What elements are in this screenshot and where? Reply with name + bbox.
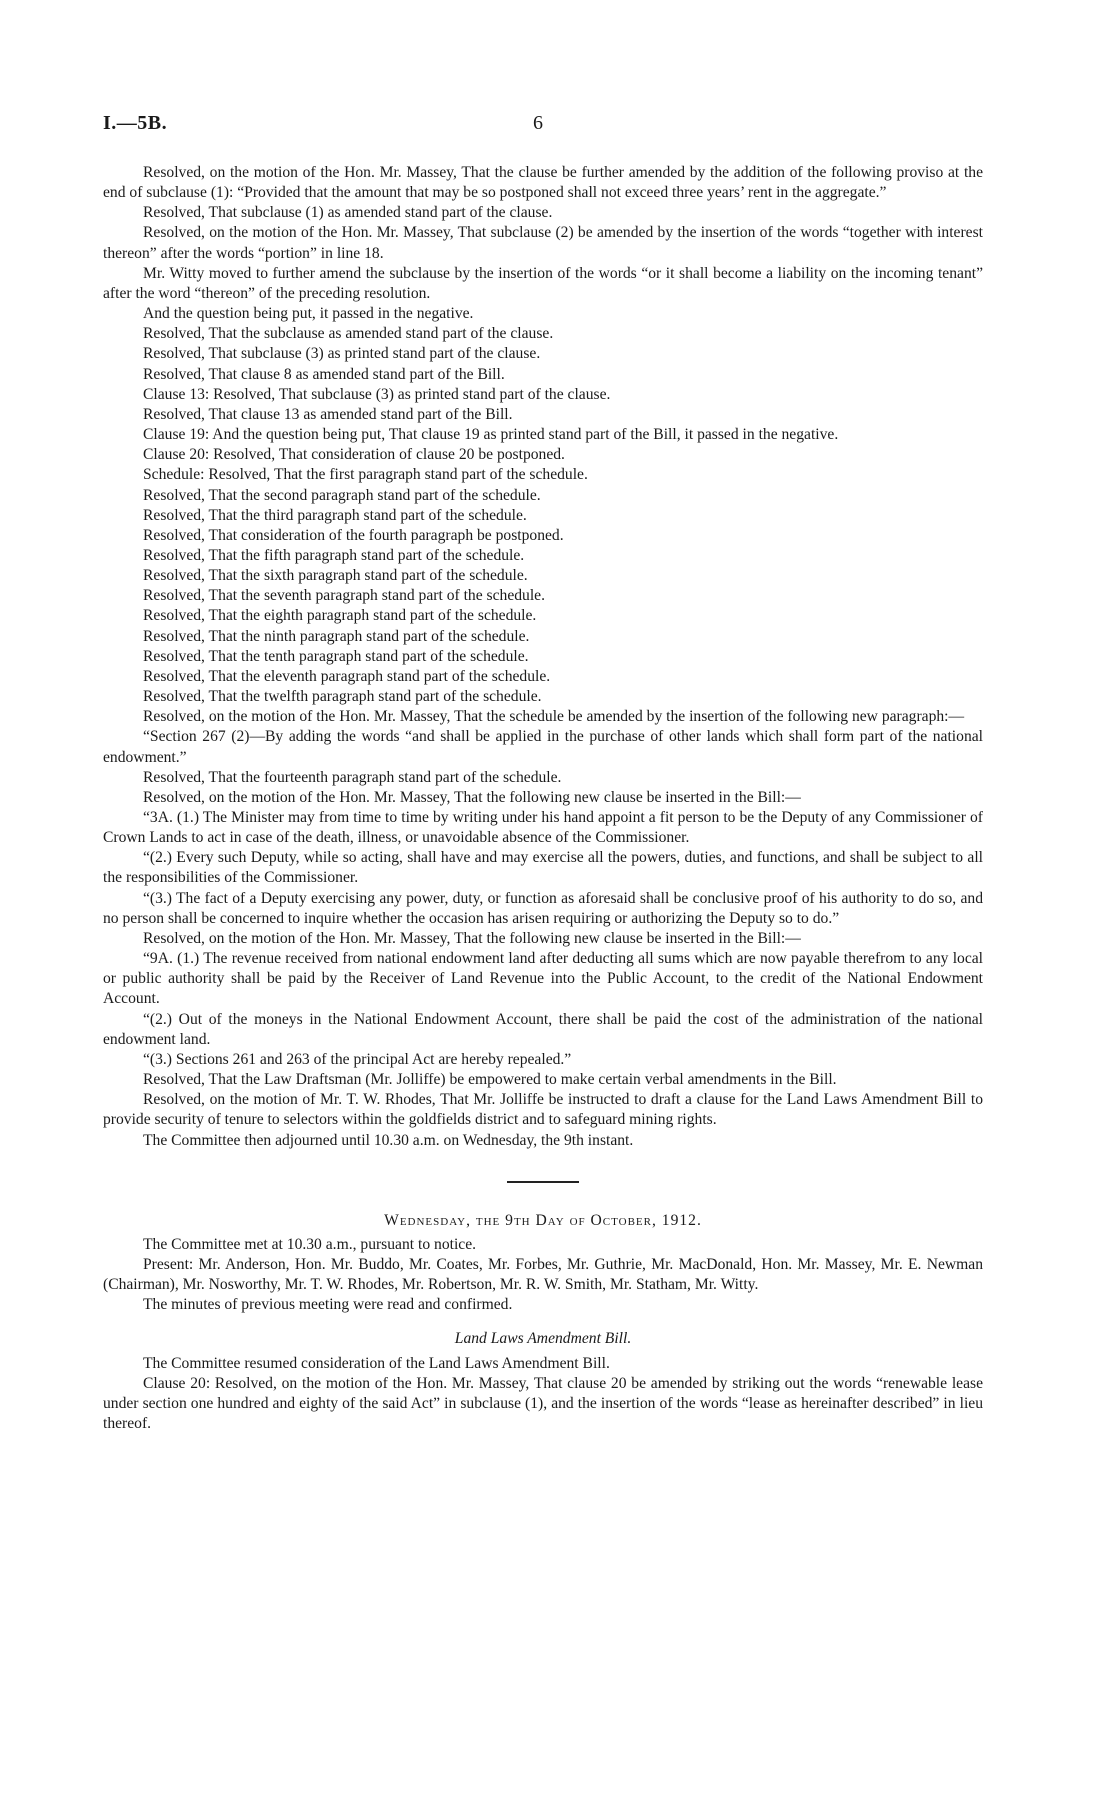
- paragraph: Resolved, That clause 8 as amended stand part of the Bill.: [143, 365, 505, 383]
- section-date-heading: Wednesday, the 9th Day of October, 1912.: [384, 1211, 702, 1229]
- paragraph: Resolved, That the second paragraph stand part of the schedule.: [143, 486, 541, 504]
- paragraph: Resolved, That the fourteenth paragraph stand part of the schedule.: [143, 768, 562, 786]
- page-number: 6: [533, 112, 543, 134]
- paragraph: The minutes of previous meeting were read and confirmed.: [143, 1296, 513, 1314]
- paragraph: “Section 267 (2)—By adding the words “and shall be applied in the purchase of other lands which shall form part of the national endowment.”: [103, 728, 983, 766]
- paragraph: Resolved, on the motion of the Hon. Mr. Massey, That subclause (2) be amended by the insertion of the words “together with interest thereon” after the words “portion” in line 18.: [103, 224, 983, 262]
- paragraph: Resolved, That the twelfth paragraph stand part of the schedule.: [143, 688, 542, 706]
- paragraph: Mr. Witty moved to further amend the subclause by the insertion of the words “or it shall become a liability on the incoming tenant” after the word “thereon” of the preceding resolution.: [103, 264, 983, 302]
- document-body: [103, 163, 983, 1434]
- paragraph: Clause 20: Resolved, That consideration of clause 20 be postponed.: [143, 446, 565, 464]
- paragraph: “9A. (1.) The revenue received from national endowment land after deducting all sums which are now payable therefrom to any local or public authority shall be paid by the Receiver of Land Revenue into the Public Account, to the credit of the National Endowment Account.: [103, 950, 983, 1008]
- paragraph: Resolved, on the motion of the Hon. Mr. Massey, That the following new clause be inserted in the Bill:—: [143, 788, 801, 806]
- paragraph: Resolved, That the ninth paragraph stand part of the schedule.: [143, 627, 530, 645]
- paragraph: Resolved, That the third paragraph stand part of the schedule.: [143, 506, 527, 524]
- paragraph: “(3.) The fact of a Deputy exercising any power, duty, or function as aforesaid shall be conclusive proof of his authority to do so, and no person shall be concerned to inquire whether the occasion has arisen requiring or authorizing the Deputy so to do.”: [103, 889, 983, 927]
- proceedings-part-3: [103, 1354, 983, 1435]
- paragraph: Present: Mr. Anderson, Hon. Mr. Buddo, Mr. Coates, Mr. Forbes, Mr. Guthrie, Mr. MacDonald, Hon. Mr. Massey, Mr. E. Newman (Chairman), Mr. Nosworthy, Mr. T. W. Rhodes, Mr. Robertson, Mr. R. W. Smith, Mr. Statham, Mr. Witty.: [103, 1255, 983, 1294]
- proceedings-part-1: [103, 163, 983, 1151]
- bill-subheading: Land Laws Amendment Bill.: [454, 1330, 632, 1348]
- paragraph: Resolved, That subclause (3) as printed stand part of the clause.: [143, 345, 541, 363]
- paragraph: Resolved, That clause 13 as amended stand part of the Bill.: [143, 405, 513, 423]
- paragraph: Resolved, on the motion of the Hon. Mr. Massey, That the following new clause be inserted in the Bill:—: [143, 929, 801, 947]
- paragraph: Clause 20: Resolved, on the motion of the Hon. Mr. Massey, That clause 20 be amended by striking out the words “renewable lease under section one hundred and eighty of the said Act” in subclause (1), and the insertion of the words “lease as hereinafter described” in lieu thereof.: [103, 1374, 983, 1433]
- paragraph: Resolved, That the fifth paragraph stand part of the schedule.: [143, 546, 525, 564]
- paragraph: And the question being put, it passed in the negative.: [143, 305, 474, 323]
- paragraph: Clause 19: And the question being put, That clause 19 as printed stand part of the Bill, it passed in the negative.: [143, 426, 839, 444]
- paragraph: Resolved, That the subclause as amended stand part of the clause.: [143, 325, 554, 343]
- paragraph: Resolved, on the motion of the Hon. Mr. Massey, That the schedule be amended by the insertion of the following new paragraph:—: [143, 708, 965, 726]
- paragraph: Clause 13: Resolved, That subclause (3) as printed stand part of the clause.: [143, 385, 611, 403]
- paragraph: “(3.) Sections 261 and 263 of the principal Act are hereby repealed.”: [143, 1050, 572, 1068]
- paragraph: Resolved, That the Law Draftsman (Mr. Jolliffe) be empowered to make certain verbal amendments in the Bill.: [143, 1071, 837, 1089]
- paragraph: Resolved, on the motion of Mr. T. W. Rhodes, That Mr. Jolliffe be instructed to draft a clause for the Land Laws Amendment Bill to provide security of tenure to selectors within the goldfields district and to safeguard mining rights.: [103, 1091, 983, 1129]
- paragraph: Resolved, That subclause (1) as amended stand part of the clause.: [143, 204, 553, 222]
- document-reference: I.—5B.: [103, 112, 168, 134]
- paragraph: “(2.) Every such Deputy, while so acting, shall have and may exercise all the powers, duties, and functions, and shall be subject to all the responsibilities of the Commissioner.: [103, 849, 983, 887]
- paragraph: Resolved, That the seventh paragraph stand part of the schedule.: [143, 587, 545, 605]
- paragraph: The Committee met at 10.30 a.m., pursuant to notice.: [143, 1235, 477, 1253]
- paragraph: The Committee then adjourned until 10.30 a.m. on Wednesday, the 9th instant.: [143, 1131, 634, 1149]
- paragraph: Resolved, That consideration of the fourth paragraph be postponed.: [143, 526, 564, 544]
- paragraph: Resolved, That the tenth paragraph stand part of the schedule.: [143, 647, 529, 665]
- paragraph: Resolved, That the sixth paragraph stand part of the schedule.: [143, 567, 528, 585]
- paragraph: “3A. (1.) The Minister may from time to time by writing under his hand appoint a fit person to be the Deputy of any Commissioner of Crown Lands to act in case of the death, illness, or unavoidable absence of the Commissioner.: [103, 809, 983, 847]
- paragraph: “(2.) Out of the moneys in the National Endowment Account, there shall be paid the cost of the administration of the national endowment land.: [103, 1010, 983, 1048]
- paragraph: Schedule: Resolved, That the first paragraph stand part of the schedule.: [143, 466, 588, 484]
- proceedings-part-2: [103, 1235, 983, 1316]
- paragraph: Resolved, on the motion of the Hon. Mr. Massey, That the clause be further amended by the addition of the following proviso at the end of subclause (1): “Provided that the amount that may be so postponed shall not exceed three years’ rent in the aggregate.”: [103, 164, 983, 202]
- paragraph: Resolved, That the eleventh paragraph stand part of the schedule.: [143, 667, 551, 685]
- section-divider: [507, 1181, 579, 1183]
- paragraph: Resolved, That the eighth paragraph stand part of the schedule.: [143, 607, 537, 625]
- paragraph: The Committee resumed consideration of the Land Laws Amendment Bill.: [143, 1354, 610, 1372]
